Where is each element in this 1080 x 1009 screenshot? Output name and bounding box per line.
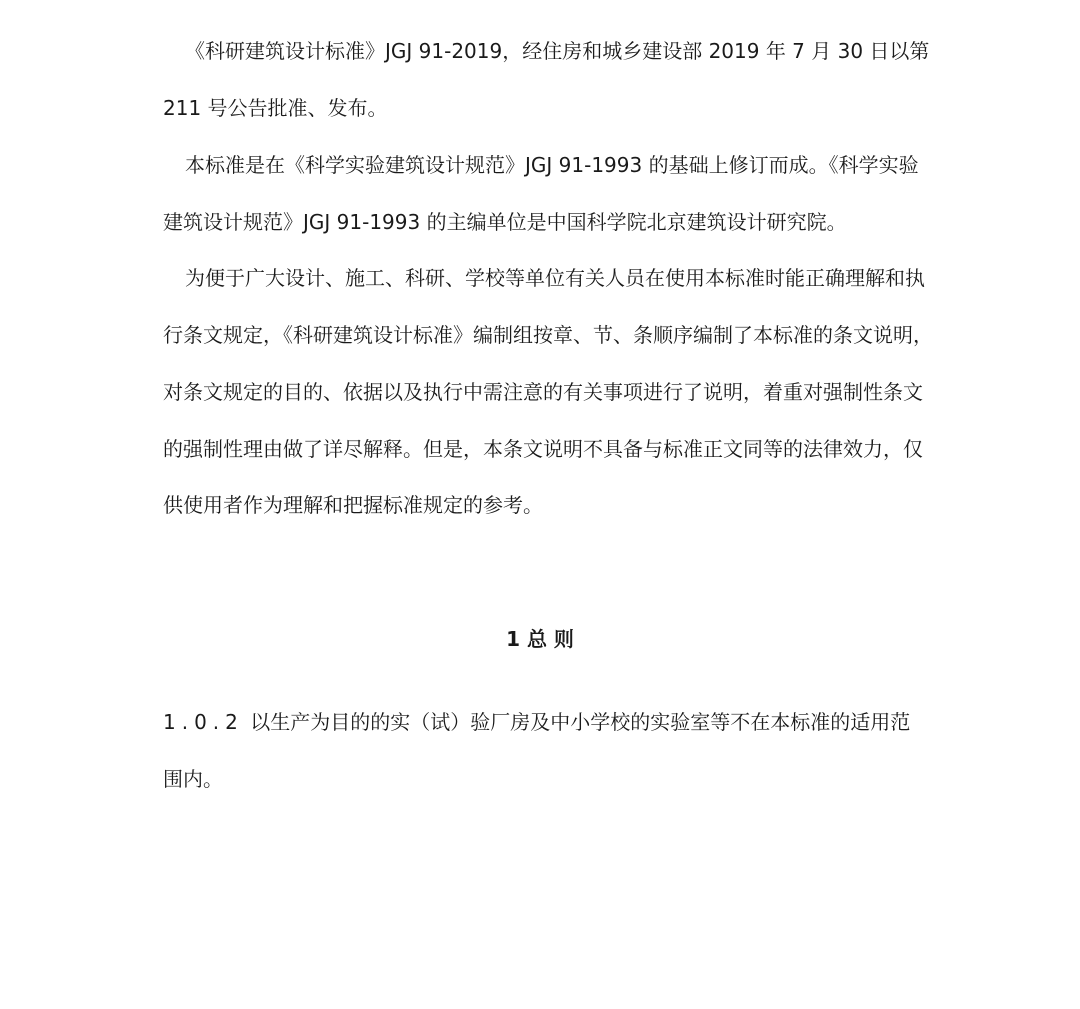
intro-paragraph-1-line-1: 《科研建筑设计标准》JGJ 91-2019，经住房和城乡建设部 2019 年 7 月 30 日以第 — [185, 39, 930, 63]
clause-1-0-2-line-2: 围内。 — [163, 767, 223, 791]
intro-paragraph-2-line-2: 建筑设计规范》JGJ 91-1993 的主编单位是中国科学院北京建筑设计研究院。 — [163, 210, 847, 234]
intro-paragraph-1-line-2: 211 号公告批准、发布。 — [163, 96, 388, 120]
intro-paragraph-3-line-4: 的强制性理由做了详尽解释。但是，本条文说明不具备与标准正文同等的法律效力，仅 — [163, 437, 923, 461]
intro-paragraph-3-line-1: 为便于广大设计、施工、科研、学校等单位有关人员在使用本标准时能正确理解和执 — [185, 266, 925, 290]
intro-paragraph-2-line-1: 本标准是在《科学实验建筑设计规范》JGJ 91-1993 的基础上修订而成。《科学实验 — [185, 153, 919, 177]
intro-paragraph-3-line-2: 行条文规定，《科研建筑设计标准》编制组按章、节、条顺序编制了本标准的条文说明， — [163, 323, 933, 347]
clause-1-0-2-line-1 — [163, 708, 923, 736]
clause-number: 1.0.2 — [163, 710, 244, 734]
clause-text: 以生产为目的的实（试）验厂房及中小学校的实验室等不在本标准的适用范 — [243, 710, 911, 734]
intro-paragraph-3-line-5: 供使用者作为理解和把握标准规定的参考。 — [163, 493, 543, 517]
intro-paragraph-3-line-3: 对条文规定的目的、依据以及执行中需注意的有关事项进行了说明，着重对强制性条文 — [163, 380, 923, 404]
chapter-heading: 1 总 则 — [506, 627, 574, 651]
